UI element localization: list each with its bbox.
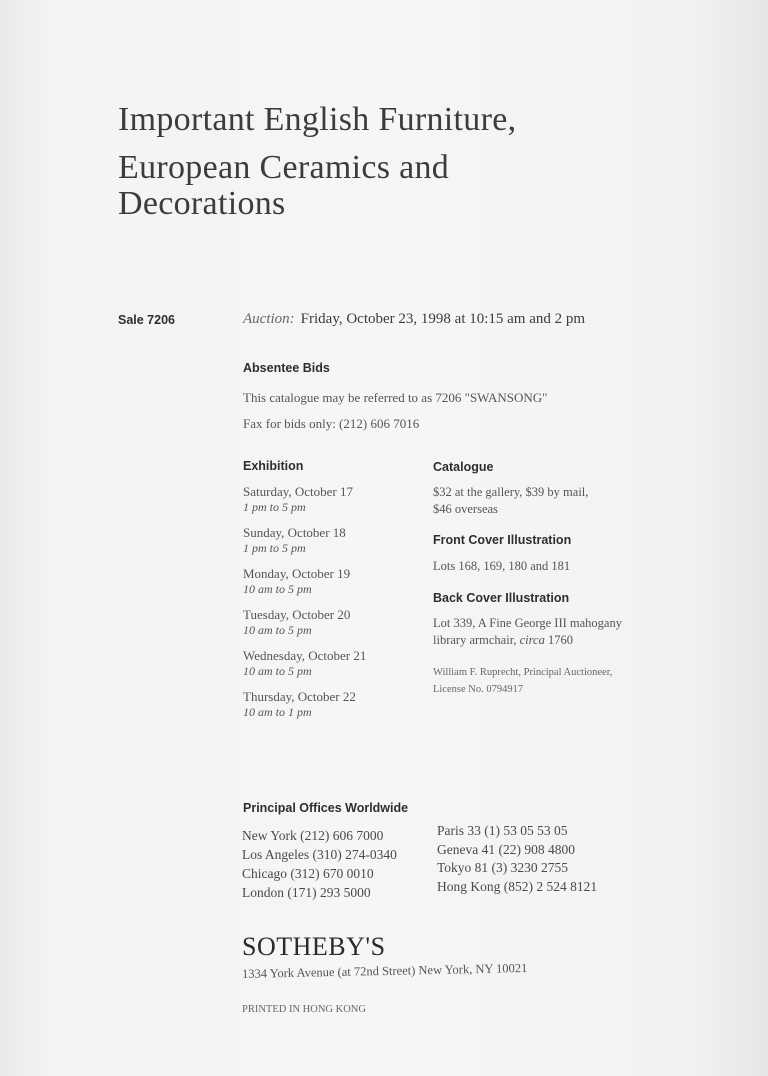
offices-right [437,822,597,896]
absentee-line: Fax for bids only: (212) 606 7016 [243,416,420,431]
exhibition-day [243,566,366,607]
offices-heading: Principal Offices Worldwide [243,801,409,815]
text: 1760 [544,633,573,647]
catalogue-heading: Catalogue [433,460,494,474]
front-cover-heading: Front Cover Illustration [433,533,572,547]
exhibition-day [243,525,366,566]
exhibition-day [243,484,366,525]
auction-line [243,311,585,328]
hours-label: 10 am to 5 pm [243,664,312,678]
auction-date: Friday, October 23, 1998 at 10:15 am and 2 pm [300,311,586,327]
sale-number: Sale 7206 [118,313,175,327]
sothebys-logo: SOTHEBY'S [242,932,386,961]
exhibition-day [243,689,366,730]
absentee-heading: Absentee Bids [243,361,330,375]
office-item: Chicago (312) 670 0010 [242,866,374,881]
office-item: London (171) 293 5000 [242,885,371,900]
office-item: Tokyo 81 (3) 3230 2755 [437,860,569,875]
back-cover-heading: Back Cover Illustration [433,591,570,605]
exhibition-heading: Exhibition [243,459,304,473]
address: 1334 York Avenue (at 72nd Street) New York, NY 10021 [241,961,528,981]
exhibition-day [243,648,366,689]
title-line-2: European Ceramics and [118,149,450,186]
catalogue-price: $46 overseas [433,502,498,516]
day-label: Wednesday, October 21 [243,648,367,663]
day-label: Tuesday, October 20 [243,607,351,622]
office-item: New York (212) 606 7000 [242,828,384,843]
day-label: Monday, October 19 [243,566,351,581]
hours-label: 10 am to 5 pm [243,623,312,637]
hours-label: 1 pm to 5 pm [243,500,306,514]
printed-note: PRINTED IN HONG KONG [242,1004,366,1015]
exhibition-day [243,607,366,648]
day-label: Sunday, October 18 [243,525,346,540]
back-cover-line [433,633,573,648]
office-item: Hong Kong (852) 2 524 8121 [437,878,598,894]
back-cover-line: Lot 339, A Fine George III mahogany [433,616,622,630]
exhibition-list [243,484,366,730]
day-label: Thursday, October 22 [243,689,356,704]
auction-label: Auction: [243,311,295,327]
hours-label: 10 am to 1 pm [243,705,312,719]
office-item: Los Angeles (310) 274-0340 [242,847,397,862]
office-item: Geneva 41 (22) 908 4800 [437,841,575,857]
title-line-3: Decorations [118,185,286,222]
office-item: Paris 33 (1) 53 05 53 05 [437,823,568,838]
text-italic: circa [519,633,545,647]
front-cover-text: Lots 168, 169, 180 and 181 [433,559,571,573]
title-line-1: Important English Furniture, [118,101,517,138]
offices-left [242,826,397,902]
catalogue-price: $32 at the gallery, $39 by mail, [433,485,589,499]
hours-label: 10 am to 5 pm [243,582,312,596]
day-label: Saturday, October 17 [243,484,353,499]
auctioneer-line: License No. 0794917 [433,684,524,695]
absentee-line: This catalogue may be referred to as 7206 "SWANSONG" [243,390,548,405]
text: library armchair, [433,633,520,647]
hours-label: 1 pm to 5 pm [243,541,306,555]
auctioneer-line: William F. Ruprecht, Principal Auctioneer, [433,667,613,678]
